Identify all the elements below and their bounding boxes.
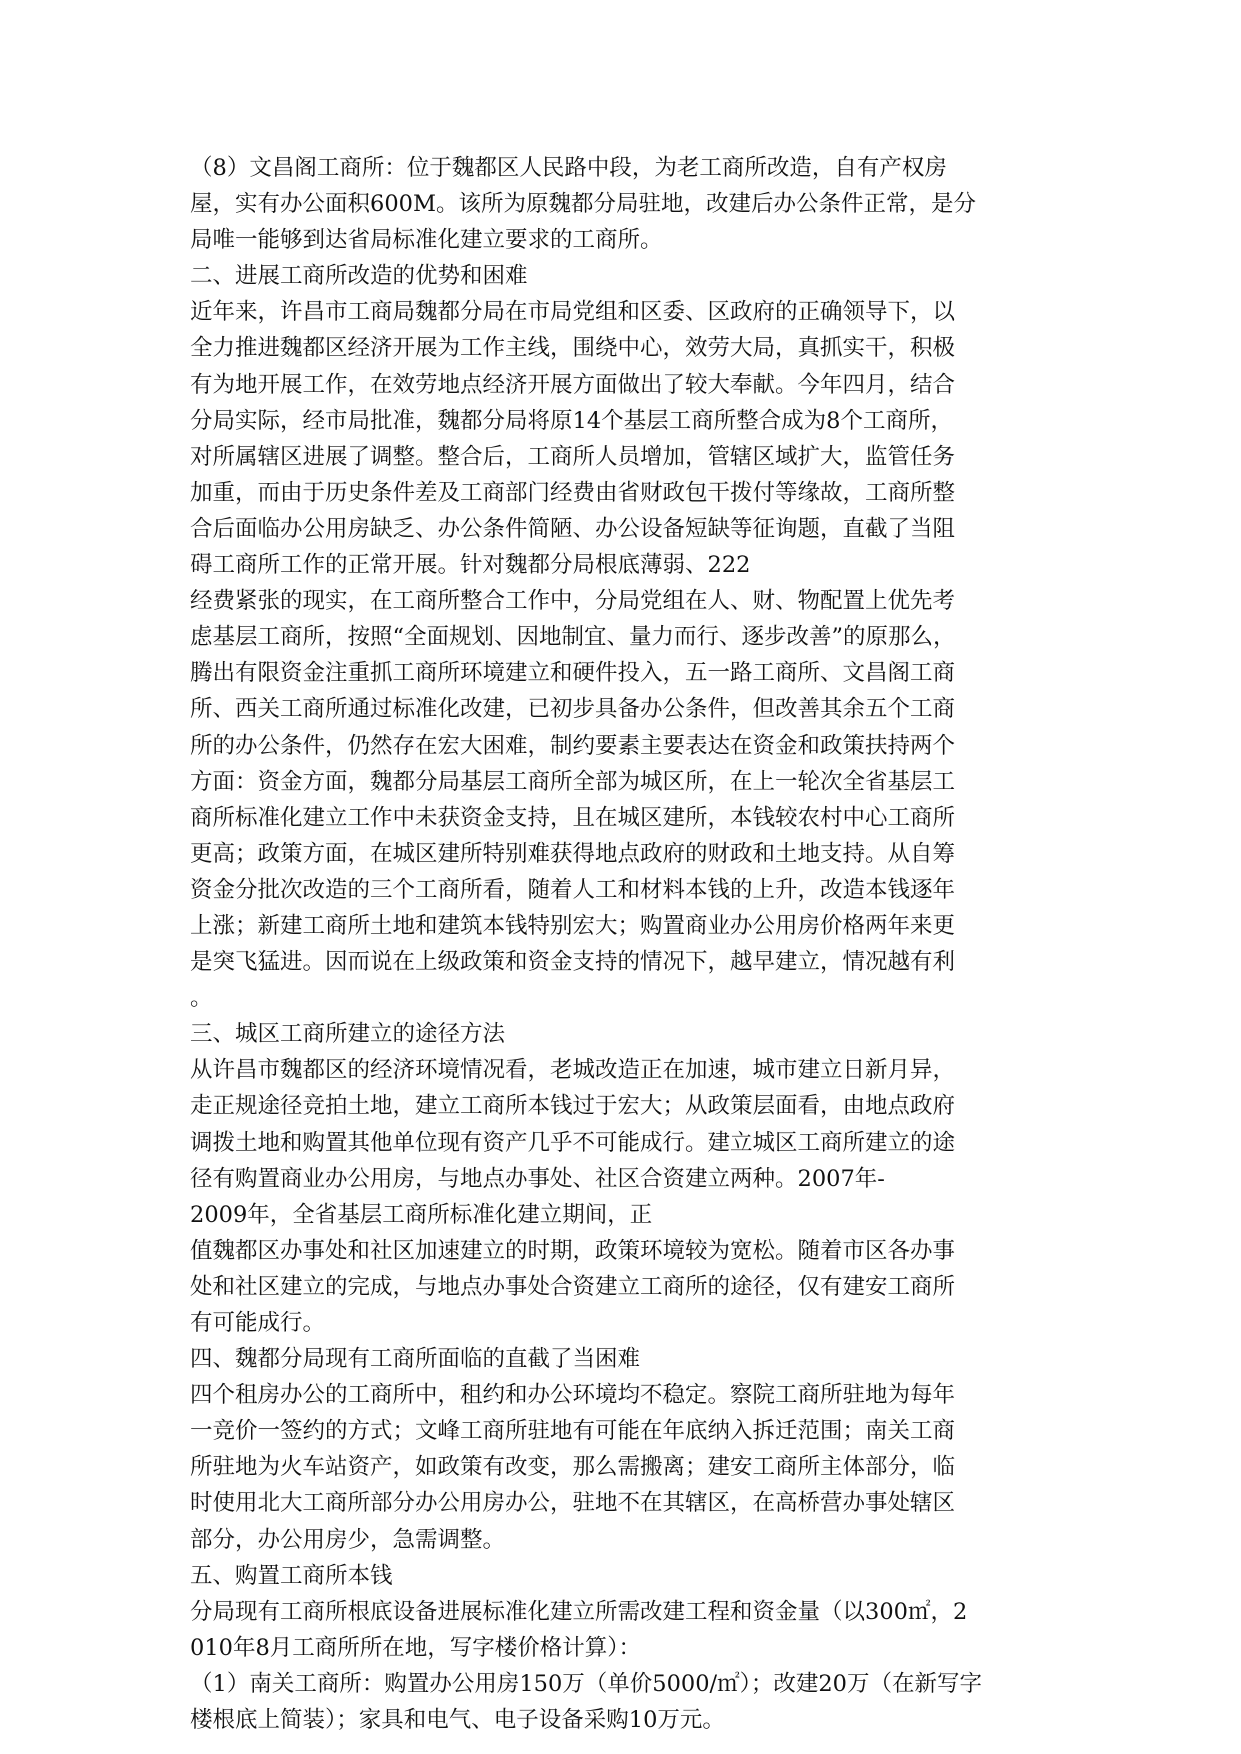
text-line: 。 <box>190 985 213 1012</box>
text-line: 所的办公条件，仍然存在宏大困难，制约要素主要表达在资金和政策扶持两个 <box>190 732 956 759</box>
text-line: 屋，实有办公面积600M。该所为原魏都分局驻地，改建后办公条件正常，是分 <box>190 191 976 218</box>
text-line: 合后面临办公用房缺乏、办公条件简陋、办公设备短缺等征询题，直截了当阻 <box>190 515 956 542</box>
section-heading: 二、进展工商所改造的优势和困难 <box>190 263 528 290</box>
text-line: 局唯一能够到达省局标准化建立要求的工商所。 <box>190 227 663 254</box>
text-line: 商所标准化建立工作中未获资金支持，且在城区建所，本钱较农村中心工商所 <box>190 804 956 831</box>
text-line: 从许昌市魏都区的经济环境情况看，老城改造正在加速，城市建立日新月异， <box>190 1057 956 1084</box>
text-line: 四个租房办公的工商所中，租约和办公环境均不稳定。察院工商所驻地为每年 <box>190 1382 956 1409</box>
text-line: 是突飞猛进。因而说在上级政策和资金支持的情况下，越早建立，情况越有利 <box>190 949 956 976</box>
section-heading: 四、魏都分局现有工商所面临的直截了当困难 <box>190 1346 641 1373</box>
text-line: 处和社区建立的完成，与地点办事处合资建立工商所的途径，仅有建安工商所 <box>190 1273 956 1300</box>
text-line: 所驻地为火车站资产，如政策有改变，那么需搬离；建安工商所主体部分，临 <box>190 1454 956 1481</box>
text-line: 加重，而由于历史条件差及工商部门经费由省财政包干拨付等缘故，工商所整 <box>190 479 956 506</box>
text-line: （8）文昌阁工商所：位于魏都区人民路中段，为老工商所改造，自有产权房 <box>190 155 947 181</box>
text-line: 所、西关工商所通过标准化改建，已初步具备办公条件，但改善其余五个工商 <box>190 696 956 723</box>
text-line: 有可能成行。 <box>190 1310 326 1336</box>
text-line: 碍工商所工作的正常开展。针对魏都分局根底薄弱、222 <box>190 552 751 579</box>
text-line: 更高；政策方面，在城区建所特别难获得地点政府的财政和土地支持。从自筹 <box>190 840 956 867</box>
text-line: 方面：资金方面，魏都分局基层工商所全部为城区所，在上一轮次全省基层工 <box>190 768 956 795</box>
text-line: 调拨土地和购置其他单位现有资产几乎不可能成行。建立城区工商所建立的途 <box>190 1129 956 1156</box>
section-heading: 三、城区工商所建立的途径方法 <box>190 1021 506 1048</box>
text-line: 近年来，许昌市工商局魏都分局在市局党组和区委、区政府的正确领导下，以 <box>190 299 956 326</box>
text-line: 径有购置商业办公用房，与地点办事处、社区合资建立两种。2007年- <box>190 1165 885 1192</box>
text-line: 分局现有工商所根底设备进展标准化建立所需改建工程和资金量（以300㎡，2 <box>190 1598 968 1625</box>
document-body <box>190 150 1060 1738</box>
text-line: 分局实际，经市局批准，魏都分局将原14个基层工商所整合成为8个工商所， <box>190 407 953 434</box>
text-line: 楼根底上简装）；家具和电气、电子设备采购10万元。 <box>190 1707 725 1734</box>
text-line: （1）南关工商所：购置办公用房150万（单价5000/㎡）；改建20万（在新写字 <box>190 1670 982 1697</box>
text-line: 上涨；新建工商所土地和建筑本钱特别宏大；购置商业办公用房价格两年来更 <box>190 912 956 939</box>
text-line: 部分，办公用房少，急需调整。 <box>190 1526 506 1553</box>
text-line: 一竞价一签约的方式；文峰工商所驻地有可能在年底纳入拆迁范围；南关工商 <box>190 1418 956 1445</box>
text-line: 腾出有限资金注重抓工商所环境建立和硬件投入，五一路工商所、文昌阁工商 <box>190 660 956 687</box>
text-line: 资金分批次改造的三个工商所看，随着人工和材料本钱的上升，改造本钱逐年 <box>190 876 956 903</box>
text-line: 对所属辖区进展了调整。整合后，工商所人员增加，管辖区域扩大，监管任务 <box>190 443 956 470</box>
text-line: 010年8月工商所所在地，写字楼价格计算）： <box>190 1634 642 1661</box>
text-line: 值魏都区办事处和社区加速建立的时期，政策环境较为宽松。随着市区各办事 <box>190 1237 956 1264</box>
text-line: 虑基层工商所，按照“全面规划、因地制宜、量力而行、逐步改善”的原那么， <box>190 624 956 651</box>
text-line: 2009年，全省基层工商所标准化建立期间，正 <box>190 1201 653 1228</box>
text-line: 时使用北大工商所部分办公用房办公，驻地不在其辖区，在高桥营办事处辖区 <box>190 1490 956 1517</box>
text-line: 经费紧张的现实，在工商所整合工作中，分局党组在人、财、物配置上优先考 <box>190 588 956 615</box>
text-line: 走正规途径竞拍土地，建立工商所本钱过于宏大；从政策层面看，由地点政府 <box>190 1093 956 1120</box>
text-line: 有为地开展工作，在效劳地点经济开展方面做出了较大奉献。今年四月，结合 <box>190 371 956 398</box>
section-heading: 五、购置工商所本钱 <box>190 1562 393 1589</box>
text-line: 全力推进魏都区经济开展为工作主线，围绕中心，效劳大局，真抓实干，积极 <box>190 335 956 362</box>
